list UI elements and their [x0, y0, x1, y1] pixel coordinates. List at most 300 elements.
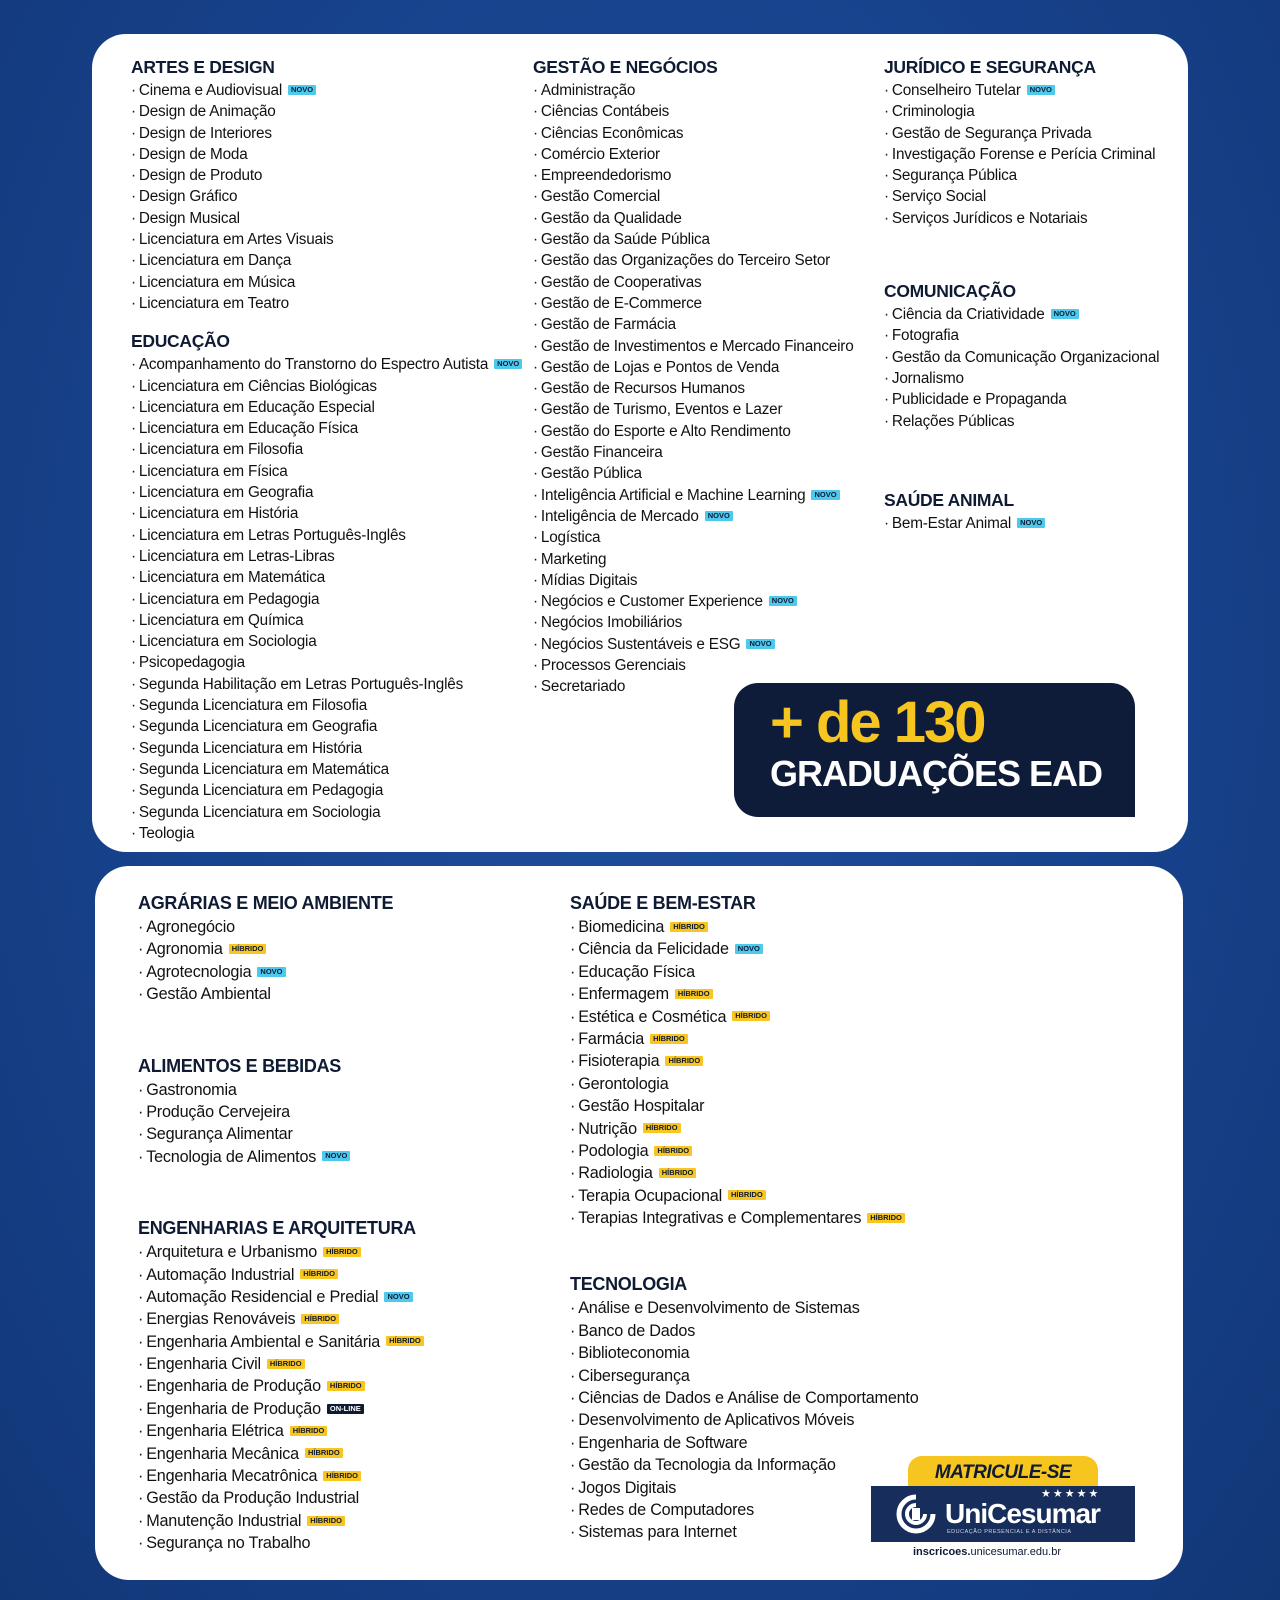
- bullet-icon: ·: [533, 422, 538, 440]
- course-label: Gestão Financeira: [540, 444, 663, 462]
- course-label: Licenciatura em Filosofia: [138, 441, 304, 459]
- bullet-icon: ·: [570, 918, 576, 936]
- bullet-icon: ·: [138, 1399, 144, 1418]
- course-item[interactable]: [533, 250, 854, 271]
- course-item[interactable]: [138, 1331, 424, 1353]
- course-item[interactable]: [131, 80, 522, 101]
- bullet-icon: ·: [131, 526, 136, 544]
- course-item[interactable]: [131, 461, 522, 482]
- course-label: Logística: [540, 529, 601, 547]
- section-engenharias-e-arquitetura: [138, 1217, 424, 1554]
- course-label: Inteligência de Mercado: [540, 507, 699, 525]
- course-item[interactable]: [131, 272, 522, 293]
- course-item[interactable]: [131, 525, 522, 546]
- course-label: Negócios Sustentáveis e ESG: [540, 635, 741, 653]
- bullet-icon: ·: [570, 1097, 576, 1116]
- bullet-icon: ·: [570, 1344, 576, 1363]
- course-label: Licenciatura em História: [138, 505, 299, 523]
- course-item[interactable]: [570, 1073, 919, 1095]
- course-item[interactable]: [570, 961, 919, 983]
- bullet-icon: ·: [884, 167, 889, 185]
- promo-subtitle: GRADUAÇÕES EAD: [770, 753, 1103, 794]
- section-artes-e-design: [131, 56, 522, 314]
- course-label: Engenharia de Software: [578, 1433, 748, 1452]
- bullet-icon: ·: [533, 571, 538, 589]
- course-item[interactable]: [138, 1079, 424, 1101]
- bullet-icon: ·: [138, 1125, 144, 1144]
- course-item[interactable]: [131, 695, 522, 716]
- section-agrarias-e-meio-ambiente: [138, 892, 424, 1006]
- course-item[interactable]: [533, 655, 854, 676]
- course-item[interactable]: [533, 591, 854, 612]
- bullet-icon: ·: [138, 1444, 144, 1463]
- course-item[interactable]: [138, 1420, 424, 1442]
- bullet-icon: ·: [884, 82, 889, 99]
- course-item[interactable]: [131, 123, 522, 144]
- course-list: [884, 80, 1159, 229]
- course-label: Gestão Comercial: [540, 188, 661, 206]
- course-item[interactable]: [533, 570, 854, 591]
- course-item[interactable]: [570, 1162, 919, 1184]
- bullet-icon: ·: [131, 611, 136, 629]
- course-item[interactable]: [138, 1286, 424, 1308]
- course-item[interactable]: [533, 144, 854, 165]
- course-label: Gestão Hospitalar: [578, 1097, 705, 1116]
- course-label: Podologia: [578, 1141, 649, 1160]
- course-item[interactable]: [131, 293, 522, 314]
- course-item[interactable]: [570, 1028, 919, 1050]
- course-label: Agronomia: [146, 940, 223, 959]
- course-label: Engenharia Mecânica: [146, 1444, 299, 1463]
- course-label: Gestão de Investimentos e Mercado Financeiro: [540, 337, 854, 355]
- course-item[interactable]: [131, 439, 522, 460]
- section-title: GESTÃO E NEGÓCIOS: [533, 57, 718, 77]
- course-item[interactable]: [570, 1387, 919, 1409]
- course-item[interactable]: [570, 1207, 919, 1229]
- bullet-icon: ·: [131, 505, 136, 523]
- bullet-icon: ·: [131, 103, 136, 121]
- course-item[interactable]: [533, 314, 854, 335]
- course-label: Design de Produto: [138, 167, 263, 185]
- badge-hibrido: HÍBRIDO: [643, 1123, 681, 1133]
- bullet-icon: ·: [533, 593, 538, 611]
- course-item[interactable]: [533, 549, 854, 570]
- bullet-icon: ·: [138, 1534, 144, 1553]
- course-item[interactable]: [884, 513, 1159, 534]
- bullet-icon: ·: [533, 103, 538, 121]
- course-item[interactable]: [570, 1365, 919, 1387]
- course-item[interactable]: [533, 80, 854, 101]
- course-label: Gestão da Tecnologia da Informação: [578, 1456, 836, 1475]
- badge-hibrido: HÍBRIDO: [267, 1359, 305, 1369]
- course-item[interactable]: [138, 938, 424, 960]
- bullet-icon: ·: [138, 940, 144, 959]
- bullet-icon: ·: [533, 145, 538, 163]
- section-title: SAÚDE E BEM-ESTAR: [570, 893, 756, 913]
- course-label: Design de Interiores: [138, 124, 272, 142]
- course-item[interactable]: [533, 612, 854, 633]
- bullet-icon: ·: [570, 1029, 576, 1048]
- course-item[interactable]: [570, 1477, 919, 1499]
- bullet-icon: ·: [131, 209, 136, 227]
- section-juridico-e-seguranca: [884, 56, 1159, 229]
- bullet-icon: ·: [131, 569, 136, 587]
- course-item[interactable]: [884, 368, 1159, 389]
- enroll-button[interactable]: MATRICULE-SE: [908, 1456, 1098, 1490]
- course-label: Acompanhamento do Transtorno do Espectro Autista: [138, 356, 489, 374]
- website-domain: unicesumar.edu.br: [970, 1546, 1061, 1558]
- course-item[interactable]: [533, 357, 854, 378]
- course-item[interactable]: [131, 674, 522, 695]
- course-label: Licenciatura em Geografia: [138, 484, 314, 502]
- badge-hibrido: HÍBRIDO: [732, 1011, 770, 1021]
- bullet-icon: ·: [131, 441, 136, 459]
- course-label: Biblioteconomia: [578, 1344, 690, 1363]
- course-label: Ciência da Felicidade: [578, 940, 729, 959]
- course-label: Estética e Cosmética: [578, 1007, 727, 1026]
- course-label: Jogos Digitais: [578, 1478, 677, 1497]
- course-item[interactable]: [533, 229, 854, 250]
- course-item[interactable]: [533, 293, 854, 314]
- course-item[interactable]: [131, 208, 522, 229]
- course-item[interactable]: [533, 527, 854, 548]
- course-label: Secretariado: [540, 678, 626, 696]
- bullet-icon: ·: [533, 550, 538, 568]
- course-item[interactable]: [533, 634, 854, 655]
- course-label: Segunda Licenciatura em Pedagogia: [138, 782, 384, 800]
- bullet-icon: ·: [570, 1456, 576, 1475]
- course-item[interactable]: [138, 1353, 424, 1375]
- course-list: [138, 1241, 424, 1554]
- course-item[interactable]: [884, 101, 1159, 122]
- badge-novo: NOVO: [384, 1292, 412, 1302]
- bullet-icon: ·: [131, 462, 136, 480]
- course-label: Comércio Exterior: [540, 145, 660, 163]
- badge-hibrido: HÍBRIDO: [654, 1146, 692, 1156]
- course-label: Gestão da Produção Industrial: [146, 1489, 360, 1508]
- section-alimentos-e-bebidas: [138, 1055, 424, 1169]
- badge-novo: NOVO: [288, 85, 316, 95]
- course-item[interactable]: [138, 1510, 424, 1532]
- course-item[interactable]: [131, 376, 522, 397]
- bullet-icon: ·: [138, 1265, 144, 1284]
- course-item[interactable]: [131, 418, 522, 439]
- badge-novo: NOVO: [1051, 309, 1079, 319]
- course-item[interactable]: [131, 759, 522, 780]
- course-label: Segurança Alimentar: [146, 1125, 293, 1144]
- course-item[interactable]: [131, 610, 522, 631]
- course-item[interactable]: [533, 485, 854, 506]
- badge-hibrido: HÍBRIDO: [323, 1247, 361, 1257]
- course-item[interactable]: [131, 631, 522, 652]
- bullet-icon: ·: [570, 985, 576, 1004]
- bullet-icon: ·: [138, 918, 144, 936]
- course-item[interactable]: [570, 1521, 919, 1543]
- bullet-icon: ·: [533, 401, 538, 419]
- bullet-icon: ·: [533, 316, 538, 334]
- course-label: Segurança Pública: [891, 167, 1017, 185]
- course-label: Ciências Contábeis: [540, 103, 670, 121]
- course-item[interactable]: [884, 186, 1159, 207]
- course-item[interactable]: [131, 101, 522, 122]
- section-title: JURÍDICO E SEGURANÇA: [884, 57, 1096, 77]
- course-label: Negócios e Customer Experience: [540, 593, 763, 611]
- bullet-icon: ·: [570, 1366, 576, 1385]
- badge-novo: NOVO: [1027, 85, 1055, 95]
- bullet-icon: ·: [131, 760, 136, 778]
- course-item[interactable]: [138, 1532, 424, 1554]
- badge-novo: NOVO: [746, 639, 774, 649]
- course-item[interactable]: [131, 546, 522, 567]
- course-item[interactable]: [533, 442, 854, 463]
- course-label: Negócios Imobiliários: [540, 614, 683, 632]
- course-item[interactable]: [138, 1308, 424, 1330]
- course-item[interactable]: [884, 304, 1159, 325]
- bullet-icon: ·: [533, 358, 538, 376]
- course-item[interactable]: [884, 347, 1159, 368]
- course-item[interactable]: [131, 823, 522, 844]
- course-item[interactable]: [884, 144, 1159, 165]
- bullet-icon: ·: [884, 103, 889, 121]
- bullet-icon: ·: [570, 1433, 576, 1452]
- course-item[interactable]: [131, 589, 522, 610]
- course-label: Gestão de Cooperativas: [540, 273, 702, 291]
- course-label: Jornalismo: [891, 369, 964, 387]
- badge-hibrido: HÍBRIDO: [665, 1056, 703, 1066]
- course-item[interactable]: [570, 916, 919, 938]
- bullet-icon: ·: [131, 697, 136, 715]
- course-label: Investigação Forense e Perícia Criminal: [891, 145, 1156, 163]
- course-label: Gestão das Organizações do Terceiro Setor: [540, 252, 831, 270]
- course-item[interactable]: [131, 186, 522, 207]
- course-label: Ciências Econômicas: [540, 124, 684, 142]
- course-label: Agronegócio: [146, 918, 235, 936]
- course-item[interactable]: [570, 938, 919, 960]
- course-item[interactable]: [138, 1398, 424, 1420]
- course-item[interactable]: [884, 165, 1159, 186]
- bullet-icon: ·: [570, 1478, 576, 1497]
- bullet-icon: ·: [131, 398, 136, 416]
- course-item[interactable]: [131, 482, 522, 503]
- bullet-icon: ·: [131, 803, 136, 821]
- course-label: Licenciatura em Ciências Biológicas: [138, 377, 377, 395]
- course-item[interactable]: [570, 1409, 919, 1431]
- badge-hibrido: HÍBRIDO: [229, 944, 267, 954]
- course-item[interactable]: [138, 1101, 424, 1123]
- course-item[interactable]: [884, 325, 1159, 346]
- bottom-column-2: [570, 892, 919, 1544]
- course-label: Automação Residencial e Predial: [146, 1287, 379, 1306]
- course-item[interactable]: [533, 506, 854, 527]
- course-item[interactable]: [570, 1499, 919, 1521]
- bullet-icon: ·: [533, 635, 538, 653]
- course-label: Licenciatura em Física: [138, 462, 288, 480]
- course-item[interactable]: [570, 1297, 919, 1319]
- bullet-icon: ·: [533, 188, 538, 206]
- course-item[interactable]: [138, 1465, 424, 1487]
- course-label: Licenciatura em Pedagogia: [138, 590, 320, 608]
- course-item[interactable]: [570, 1185, 919, 1207]
- course-item[interactable]: [570, 1095, 919, 1117]
- bullet-icon: ·: [570, 1389, 576, 1408]
- course-item[interactable]: [138, 1375, 424, 1397]
- course-item[interactable]: [570, 1432, 919, 1454]
- badge-novo: NOVO: [1017, 518, 1045, 528]
- bullet-icon: ·: [131, 718, 136, 736]
- course-item[interactable]: [884, 389, 1159, 410]
- course-item[interactable]: [131, 716, 522, 737]
- course-item[interactable]: [570, 1050, 919, 1072]
- course-label: Serviço Social: [891, 188, 987, 206]
- section-saude-animal: [884, 489, 1159, 534]
- badge-hibrido: HÍBRIDO: [867, 1213, 905, 1223]
- course-item[interactable]: [131, 567, 522, 588]
- section-comunicacao: [884, 280, 1159, 432]
- course-item[interactable]: [533, 101, 854, 122]
- course-item[interactable]: [131, 165, 522, 186]
- course-label: Gestão de Turismo, Eventos e Lazer: [540, 401, 783, 419]
- bullet-icon: ·: [131, 590, 136, 608]
- badge-hibrido: HÍBRIDO: [323, 1471, 361, 1481]
- course-item[interactable]: [570, 1006, 919, 1028]
- course-item[interactable]: [131, 652, 522, 673]
- course-label: Segunda Licenciatura em Geografia: [138, 718, 378, 736]
- course-item[interactable]: [884, 80, 1159, 101]
- bullet-icon: ·: [533, 657, 538, 675]
- course-item[interactable]: [884, 123, 1159, 144]
- course-label: Administração: [540, 82, 636, 99]
- badge-hibrido: HÍBRIDO: [301, 1314, 339, 1324]
- bullet-icon: ·: [884, 145, 889, 163]
- course-item[interactable]: [131, 354, 522, 375]
- course-item[interactable]: [138, 1487, 424, 1509]
- bullet-icon: ·: [533, 209, 538, 227]
- course-label: Agrotecnologia: [146, 962, 252, 981]
- course-label: Cinema e Audiovisual: [138, 82, 283, 99]
- course-item[interactable]: [131, 738, 522, 759]
- course-item[interactable]: [138, 1264, 424, 1286]
- bullet-icon: ·: [138, 1467, 144, 1486]
- course-label: Design Musical: [138, 209, 240, 227]
- course-item[interactable]: [570, 983, 919, 1005]
- badge-hibrido: HÍBRIDO: [670, 922, 708, 932]
- course-item[interactable]: [138, 1241, 424, 1263]
- course-label: Serviços Jurídicos e Notariais: [891, 209, 1088, 227]
- bullet-icon: ·: [570, 1500, 576, 1519]
- course-label: Licenciatura em Música: [138, 273, 296, 291]
- course-item[interactable]: [533, 399, 854, 420]
- course-item[interactable]: [570, 1342, 919, 1364]
- bullet-icon: ·: [570, 1411, 576, 1430]
- course-item[interactable]: [138, 1443, 424, 1465]
- badge-hibrido: HÍBRIDO: [659, 1168, 697, 1178]
- bullet-icon: ·: [138, 1332, 144, 1351]
- top-column-2: [533, 56, 854, 698]
- course-label: Gestão de E-Commerce: [540, 294, 702, 312]
- logo-tagline: EDUCAÇÃO PRESENCIAL E A DISTÂNCIA: [947, 1529, 1072, 1535]
- course-item[interactable]: [131, 144, 522, 165]
- course-item[interactable]: [131, 229, 522, 250]
- bullet-icon: ·: [131, 654, 136, 672]
- course-item[interactable]: [533, 463, 854, 484]
- bullet-icon: ·: [138, 1147, 144, 1166]
- course-item[interactable]: [533, 421, 854, 442]
- section-saude-e-bem-estar: [570, 892, 919, 1229]
- bullet-icon: ·: [570, 1321, 576, 1340]
- bullet-icon: ·: [570, 1523, 576, 1542]
- course-item[interactable]: [138, 1146, 424, 1168]
- course-item[interactable]: [570, 1140, 919, 1162]
- course-item[interactable]: [533, 123, 854, 144]
- bullet-icon: ·: [138, 985, 144, 1004]
- bullet-icon: ·: [533, 273, 538, 291]
- course-label: Gestão Pública: [540, 465, 642, 483]
- course-item[interactable]: [533, 336, 854, 357]
- course-item[interactable]: [131, 802, 522, 823]
- course-label: Gestão da Saúde Pública: [540, 231, 710, 249]
- bullet-icon: ·: [138, 1355, 144, 1374]
- course-label: Segunda Licenciatura em História: [138, 739, 363, 757]
- course-item[interactable]: [884, 208, 1159, 229]
- course-label: Automação Industrial: [146, 1265, 295, 1284]
- course-item[interactable]: [570, 1320, 919, 1342]
- website-link[interactable]: [913, 1546, 1061, 1558]
- course-item[interactable]: [131, 503, 522, 524]
- course-item[interactable]: [884, 411, 1159, 432]
- course-label: Licenciatura em Química: [138, 611, 304, 629]
- course-item[interactable]: [138, 916, 424, 938]
- bullet-icon: ·: [533, 486, 538, 504]
- course-label: Gerontologia: [578, 1074, 669, 1093]
- bullet-icon: ·: [131, 273, 136, 291]
- section-title: TECNOLOGIA: [570, 1274, 687, 1295]
- bullet-icon: ·: [131, 167, 136, 185]
- course-label: Gestão de Recursos Humanos: [540, 380, 745, 398]
- course-label: Gestão de Segurança Privada: [891, 124, 1092, 142]
- course-label: Processos Gerenciais: [540, 657, 686, 675]
- badge-hibrido: HÍBRIDO: [305, 1448, 343, 1458]
- bullet-icon: ·: [138, 1489, 144, 1508]
- course-label: Mídias Digitais: [540, 571, 638, 589]
- bullet-icon: ·: [570, 1052, 576, 1071]
- course-item[interactable]: [570, 1118, 919, 1140]
- top-column-1: [131, 56, 522, 844]
- course-item[interactable]: [533, 186, 854, 207]
- course-item[interactable]: [138, 983, 424, 1005]
- bullet-icon: ·: [533, 380, 538, 398]
- badge-novo: NOVO: [494, 359, 522, 369]
- bullet-icon: ·: [533, 82, 538, 99]
- unicesumar-logo[interactable]: [871, 1486, 1135, 1542]
- course-label: Desenvolvimento de Aplicativos Móveis: [578, 1411, 855, 1430]
- bullet-icon: ·: [138, 1377, 144, 1396]
- course-item[interactable]: [533, 208, 854, 229]
- course-label: Fotografia: [891, 327, 959, 345]
- course-item[interactable]: [138, 1123, 424, 1145]
- course-item[interactable]: [131, 250, 522, 271]
- course-item[interactable]: [138, 961, 424, 983]
- course-item[interactable]: [570, 1454, 919, 1476]
- course-label: Engenharia Elétrica: [146, 1422, 284, 1441]
- course-label: Engenharia de Produção: [146, 1399, 321, 1418]
- course-item[interactable]: [533, 272, 854, 293]
- course-item[interactable]: [533, 165, 854, 186]
- course-label: Gestão do Esporte e Alto Rendimento: [540, 422, 791, 440]
- course-item[interactable]: [533, 378, 854, 399]
- course-item[interactable]: [131, 780, 522, 801]
- course-item[interactable]: [131, 397, 522, 418]
- course-label: Licenciatura em Dança: [138, 252, 292, 270]
